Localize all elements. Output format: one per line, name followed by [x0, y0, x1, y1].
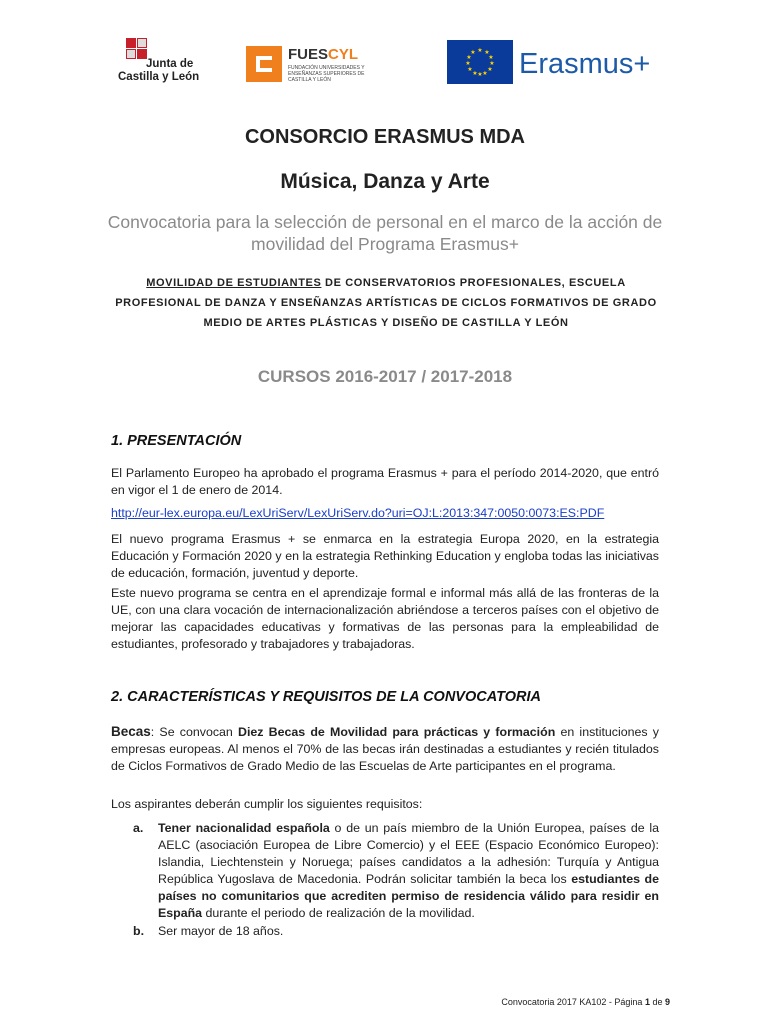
- courses-heading: CURSOS 2016-2017 / 2017-2018: [257, 367, 513, 386]
- program-scope: [108, 273, 664, 333]
- page-number: 1: [644, 997, 650, 1007]
- svg-text:★: ★: [465, 61, 471, 67]
- eu-flag-icon: [447, 40, 513, 84]
- document-subtitle: Música, Danza y Arte: [280, 170, 490, 193]
- bold-text: Tener nacionalidad española: [158, 821, 330, 835]
- requirements-intro: Los aspirantes deberán cumplir los siguientes requisitos:: [111, 797, 423, 811]
- svg-text:★: ★: [477, 72, 483, 78]
- footer-text: de: [649, 997, 665, 1007]
- logo-text: Junta de: [146, 58, 194, 70]
- erasmus-plus-logo: [447, 40, 667, 84]
- scope-underlined: MOVILIDAD DE ESTUDIANTES: [146, 277, 322, 289]
- text: en instituciones y empresas europeas. Al menos el 70% de las becas irán destinadas a estudiantes y recién titulados de Ciclos Formativos de Grado Medio de las Escuelas de Arte participantes en el programa.: [111, 725, 660, 773]
- footer-text: Convocatoria 2017 KA102 - Página: [501, 997, 645, 1007]
- text: durante el periodo de realización de la movilidad.: [202, 906, 475, 920]
- link-paragraph: [111, 505, 659, 522]
- logo-text: Castilla y León: [118, 71, 200, 83]
- bold-text: estudiantes de países no comunitarios que acrediten permiso de residencia válido para residir en España: [158, 872, 659, 920]
- scope-text: DE CONSERVATORIOS PROFESIONALES, ESCUELA PROFESIONAL DE DANZA Y ENSEÑANZAS ARTÍSTICAS DE CICLOS FORMATIVOS DE GRADO MEDIO DE ARTES PLÁSTICAS Y DISEÑO DE CASTILLA Y LEÓN: [115, 277, 657, 329]
- logo-subtext: FUNDACIÓN UNIVERSIDADES Y ENSEÑANZAS SUPERIORES DE CASTILLA Y LEÓN: [288, 65, 365, 83]
- call-description: Convocatoria para la selección de personal en el marco de la acción de movilidad del Programa Erasmus+: [107, 212, 663, 254]
- requirement-item: [133, 820, 659, 922]
- paragraph: Este nuevo programa se centra en el aprendizaje formal e informal más allá de las fronteras de la UE, con una clara vocación de internacionalización abriéndose a terceros países con el objetivo de mejorar las capacidades educativas y formativas de las personas para la empleabilidad de estudiantes, profesorado y trabajadores y trabajadoras.: [111, 586, 659, 651]
- svg-text:★: ★: [466, 55, 472, 61]
- logo-text: FUES: [288, 46, 329, 63]
- list-marker: b.: [133, 924, 145, 938]
- eur-lex-link[interactable]: http://eur-lex.europa.eu/LexUriServ/LexUriServ.do?uri=OJ:L:2013:347:0050:0073:ES:PDF: [111, 506, 605, 520]
- logo-text: CYL: [328, 46, 359, 63]
- svg-text:★: ★: [477, 48, 483, 54]
- fuescyl-logo: [246, 46, 376, 86]
- becas-label: Becas: [111, 724, 151, 739]
- svg-text:★: ★: [472, 71, 478, 77]
- bold-text: Diez Becas de Movilidad para prácticas y formación: [238, 725, 556, 739]
- list-marker: a.: [133, 821, 144, 835]
- text: o de un país miembro de la Unión Europea, países de la AELC (asociación Europea de Libre Comercio) y el EEE (Espacio Económico Europeo): Islandia, Liechtenstein y Noruega; países candidatos a la adhesión: Turquía y Antigua República Yugoslava de Macedonia. Podrán solicitar también la beca los: [158, 821, 660, 886]
- svg-text:★: ★: [488, 55, 494, 61]
- paragraph: El nuevo programa Erasmus + se enmarca en la estrategia Europa 2020, en la estrategia Educación y Formación 2020 y en la estrategia Rethinking Education y engloba todas las iniciativas de educación, formación, juventud y deporte.: [111, 532, 659, 580]
- becas-paragraph: [111, 723, 659, 775]
- svg-text:★: ★: [484, 50, 490, 56]
- svg-text:★: ★: [489, 61, 495, 67]
- logo-text: Erasmus+: [519, 48, 651, 80]
- document-title: CONSORCIO ERASMUS MDA: [244, 126, 525, 148]
- section-1-heading: 1. PRESENTACIÓN: [111, 433, 242, 449]
- fuescyl-mark-icon: [246, 46, 282, 82]
- section-2-heading: 2. CARACTERÍSTICAS Y REQUISITOS DE LA CONVOCATORIA: [111, 689, 541, 705]
- page-footer: [501, 997, 670, 1007]
- text: Ser mayor de 18 años.: [158, 924, 284, 938]
- junta-castilla-leon-logo: [118, 38, 208, 88]
- svg-text:★: ★: [482, 71, 488, 77]
- text: : Se convocan: [150, 725, 238, 739]
- page-total: 9: [664, 997, 670, 1007]
- svg-text:★: ★: [470, 50, 476, 56]
- requirement-item: [133, 923, 659, 940]
- svg-text:★: ★: [487, 67, 493, 73]
- paragraph: El Parlamento Europeo ha aprobado el programa Erasmus + para el período 2014-2020, que entró en vigor el 1 de enero de 2014.: [111, 466, 659, 497]
- svg-text:★: ★: [467, 67, 473, 73]
